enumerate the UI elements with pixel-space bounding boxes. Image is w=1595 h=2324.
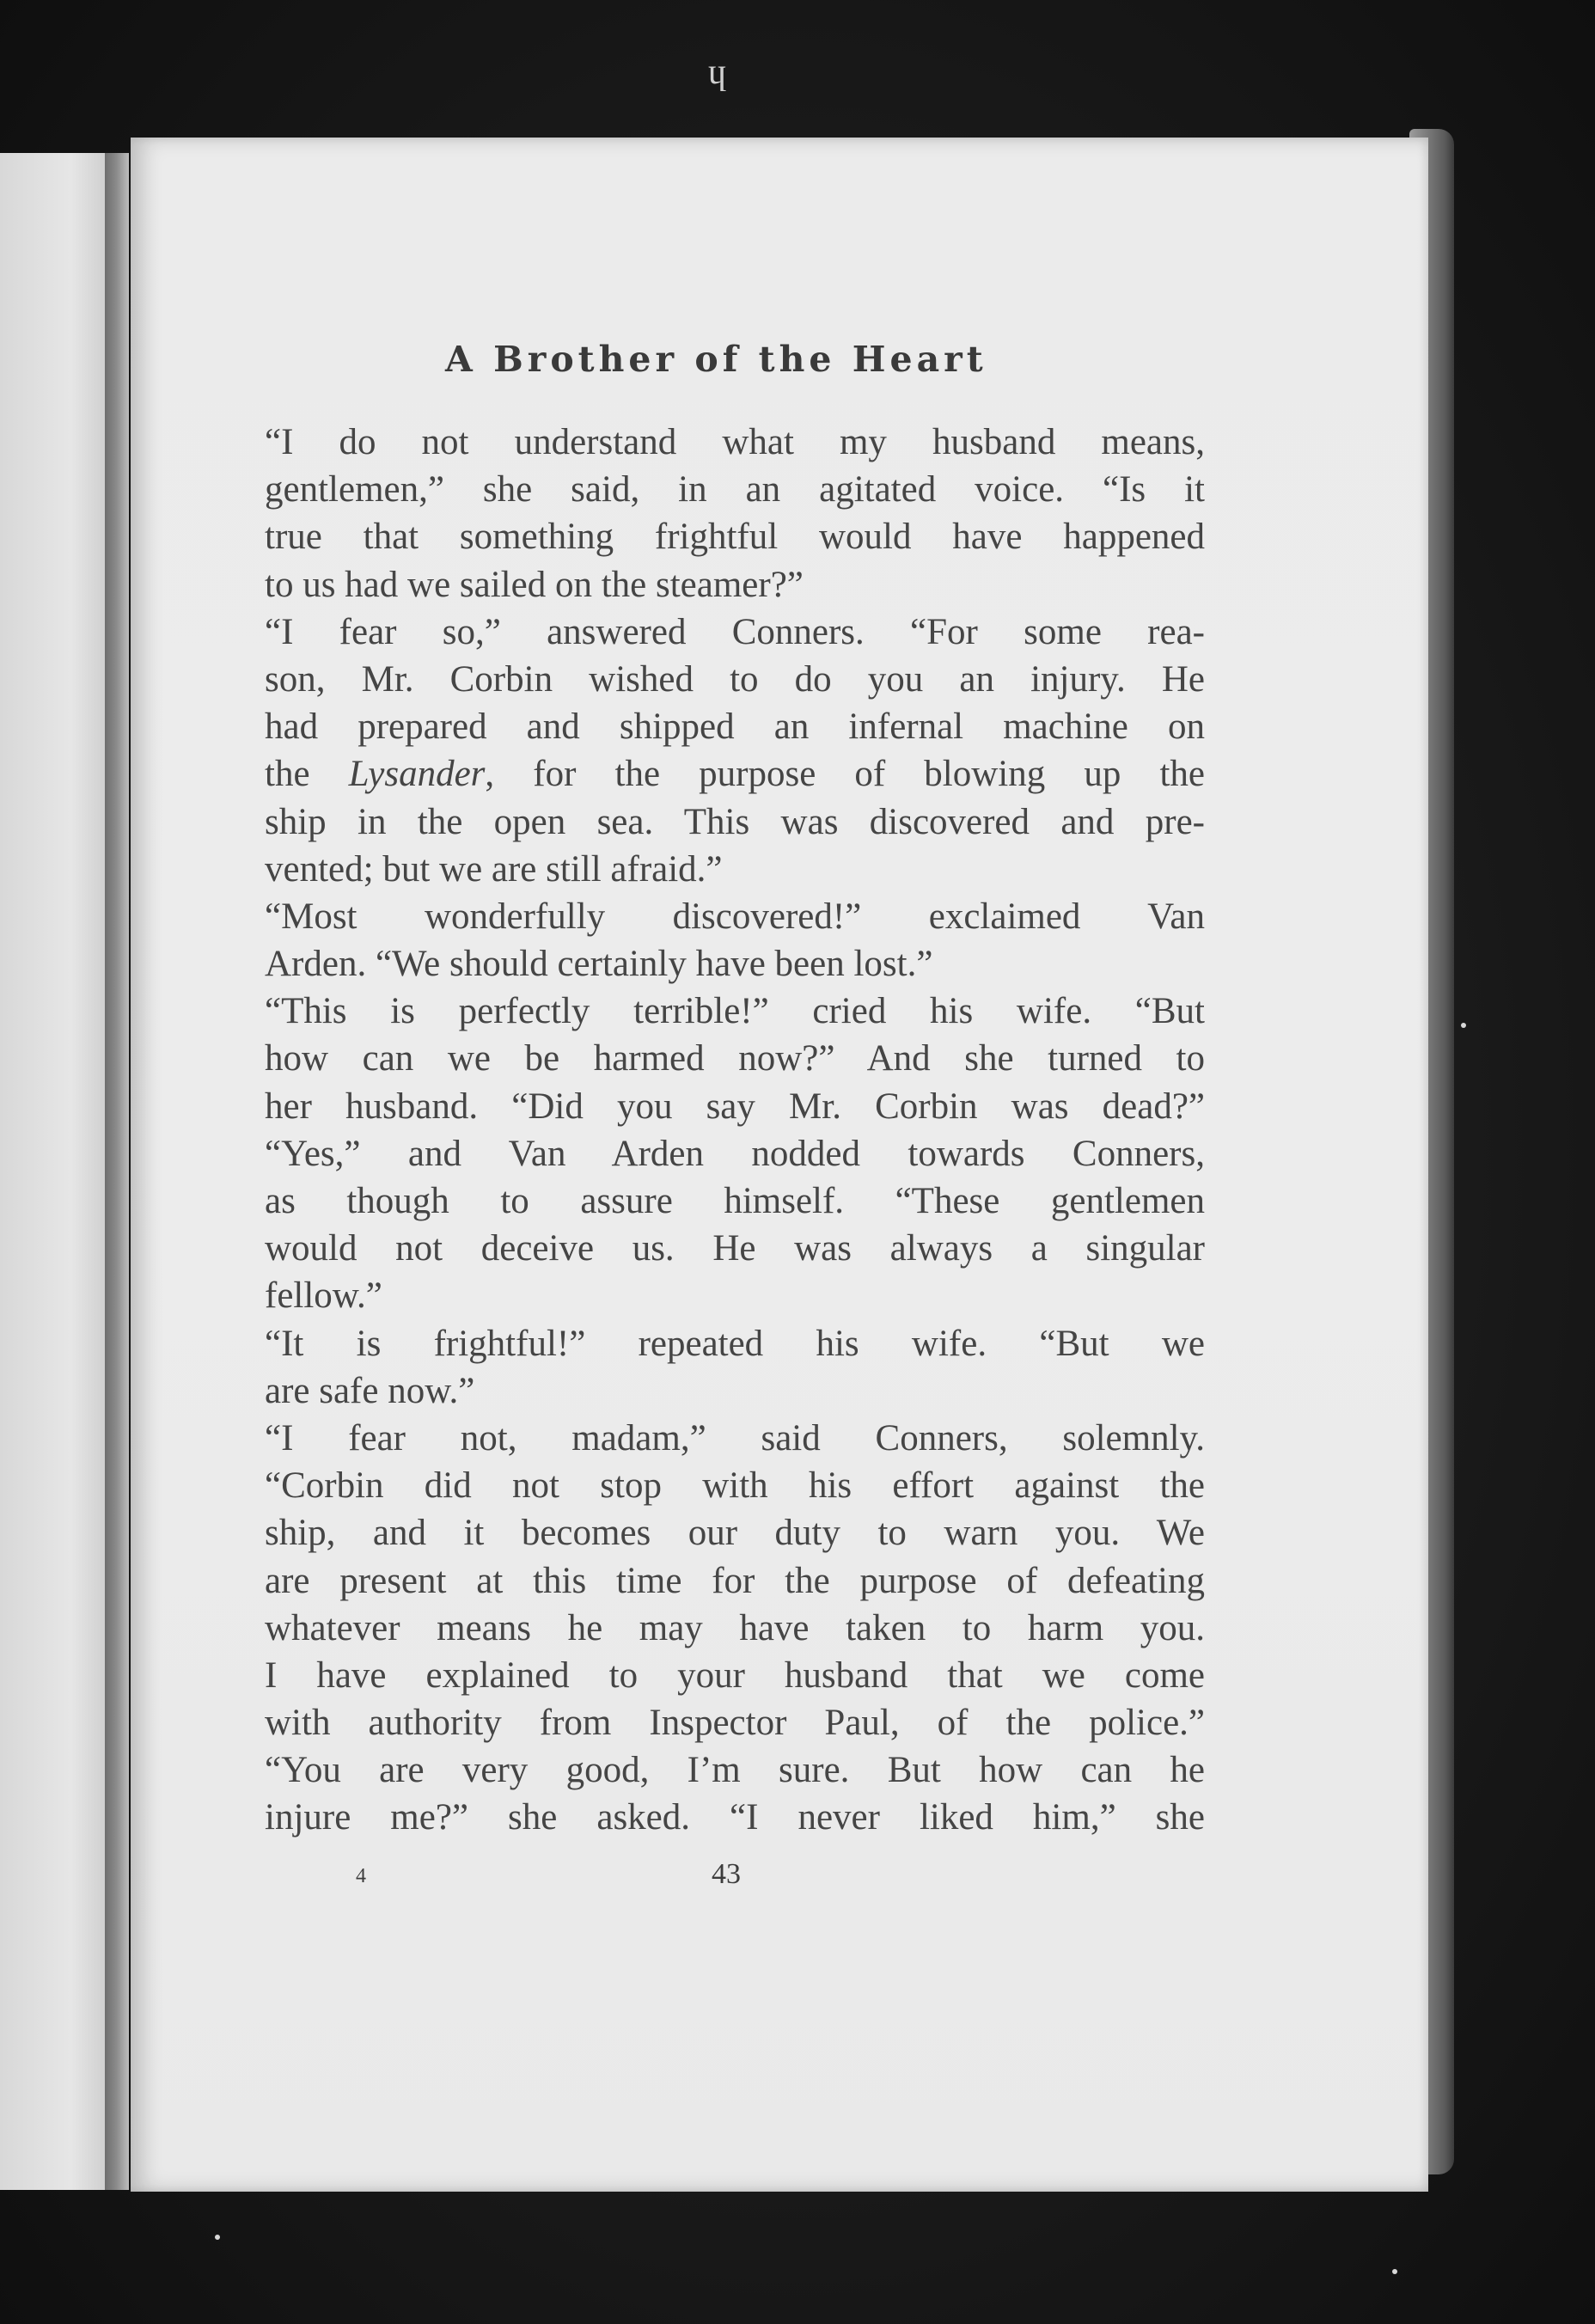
text-line: injure me?” she asked. “I never liked him,” she [265,1797,1205,1838]
text-line: “I fear not, madam,” said Conners, solemnly. [265,1417,1205,1459]
scan-mark: ɥ [708,52,726,92]
text-line: “I do not understand what my husband means, [265,422,1205,462]
text-line: “It is frightful!” repeated his wife. “But we [265,1323,1205,1364]
text-line: I have explained to your husband that we come [265,1654,1205,1696]
text-line: fellow.” [265,1275,382,1317]
text-line: the Lysander, for the purpose of blowing up the [265,754,1205,795]
dust-speck [215,2235,220,2240]
text-line: vented; but we are still afraid.” [265,848,723,890]
text-line: “You are very good, I’m sure. But how can he [265,1750,1205,1791]
text-line: “I fear so,” answered Conners. “For some rea- [265,611,1205,652]
ship-name: Lysander [348,754,486,795]
text-line: to us had we sailed on the steamer?” [265,564,804,605]
text-line: ship in the open sea. This was discovered and pre- [265,801,1205,842]
text-line: how can we be harmed now?” And she turned to [265,1038,1205,1079]
text-line: had prepared and shipped an infernal machine on [265,706,1205,748]
text-line: true that something frightful would have happened [265,517,1205,558]
body-text [265,419,1205,1842]
signature-mark: 4 [356,1865,366,1887]
text-line: with authority from Inspector Paul, of the police.” [265,1703,1205,1744]
text-line: “This is perfectly terrible!” cried his wife. “But [265,991,1205,1032]
left-page-edge [0,153,119,2190]
text-line: are present at this time for the purpose of defeating [265,1560,1205,1601]
page-number: 43 [712,1858,741,1890]
text-line: are safe now.” [265,1370,475,1411]
text-line: as though to assure himself. “These gentlemen [265,1181,1205,1221]
text-line: “Corbin did not stop with his effort against the [265,1465,1205,1507]
text-line: Arden. “We should certainly have been lost.” [265,944,933,985]
text-line: gentlemen,” she said, in an agitated voice. “Is it [265,469,1205,511]
text-line: son, Mr. Corbin wished to do you an injury. He [265,658,1205,700]
text-line: would not deceive us. He was always a singular [265,1228,1205,1269]
dust-speck [1392,2269,1397,2274]
text-line: her husband. “Did you say Mr. Corbin was dead?” [265,1086,1205,1127]
running-head: A Brother of the Heart [445,339,987,380]
text-line: ship, and it becomes our duty to warn you. We [265,1513,1205,1554]
dust-speck [1461,1023,1466,1028]
text-line: “Most wonderfully discovered!” exclaimed Van [265,896,1205,937]
text-line: whatever means he may have taken to harm you. [265,1607,1205,1648]
text-line: “Yes,” and Van Arden nodded towards Conners, [265,1133,1205,1174]
book-gutter [105,153,129,2190]
